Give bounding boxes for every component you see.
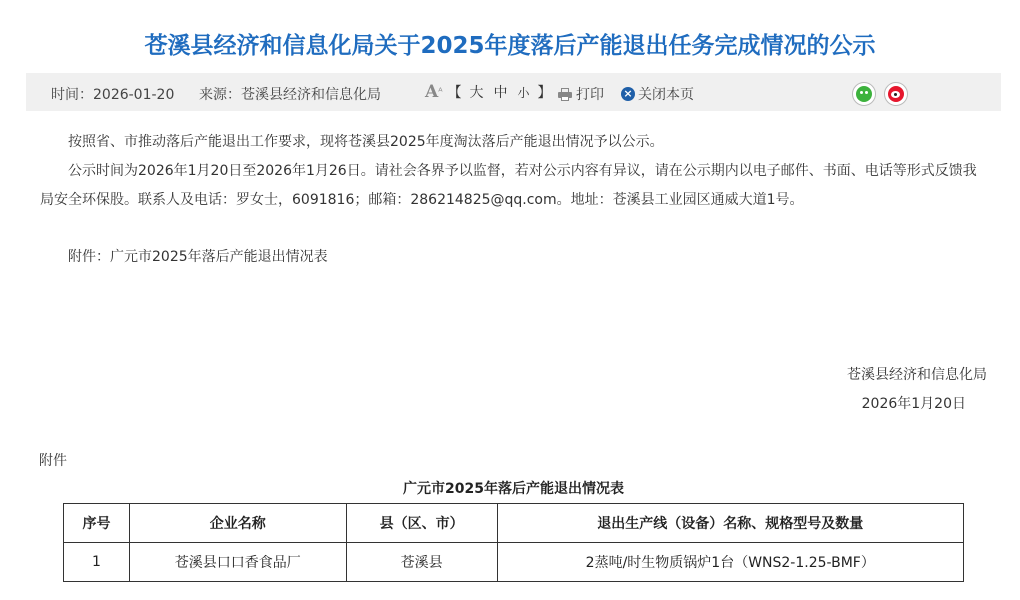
header-equipment: 退出生产线（设备）名称、规格型号及数量	[497, 504, 964, 543]
font-size-medium-button[interactable]: 中	[493, 85, 508, 101]
close-icon: ×	[621, 87, 635, 101]
article-meta-bar	[26, 73, 1001, 111]
table-row	[64, 543, 964, 582]
font-size-icon-small: ᴬ	[438, 86, 443, 98]
page-title: 苍溪县经济和信息化局关于2025年度落后产能退出任务完成情况的公示	[144, 33, 876, 59]
print-button[interactable]	[558, 84, 604, 104]
font-size-close-bracket: 】	[537, 85, 552, 101]
body-paragraph-1: 按照省、市推动落后产能退出工作要求，现将苍溪县2025年度淘汰落后产能退出情况予以公示。	[68, 134, 664, 150]
close-page-button[interactable]	[621, 84, 694, 104]
publish-source: 来源：苍溪县经济和信息化局	[199, 87, 381, 103]
wechat-share-button[interactable]	[852, 82, 876, 106]
publish-time: 时间：2026-01-20	[51, 87, 175, 103]
exit-capacity-table	[63, 503, 964, 582]
weibo-share-button[interactable]	[884, 82, 908, 106]
font-size-small-button[interactable]: 小	[517, 85, 530, 100]
font-size-large-button[interactable]: 大	[469, 85, 484, 101]
table-title: 广元市2025年落后产能退出情况表	[403, 481, 624, 497]
header-index: 序号	[64, 504, 130, 543]
close-page-label: 关闭本页	[638, 87, 694, 103]
wechat-icon	[856, 86, 872, 102]
printer-icon	[558, 88, 572, 101]
cell-equipment: 2蒸吨/时生物质锅炉1台（WNS2-1.25-BMF）	[497, 543, 964, 582]
table-header-row	[64, 504, 964, 543]
body-paragraph-2: 公示时间为2026年1月20日至2026年1月26日。请社会各界予以监督，若对公示内容有异议，请在公示期内以电子邮件、书面、电话等形式反馈我局安全环保股。联系人及电话：罗女士，6091816；邮箱：286214825@qq.com。地址：苍溪县工业园区通威大道1号。	[40, 163, 977, 208]
font-size-control	[425, 82, 555, 102]
header-county: 县（区、市）	[346, 504, 497, 543]
font-size-open-bracket: 【	[447, 85, 462, 101]
print-label: 打印	[576, 87, 604, 103]
attachment-label: 附件	[39, 453, 67, 469]
header-company: 企业名称	[129, 504, 346, 543]
cell-index: 1	[64, 543, 130, 582]
signature-date: 2026年1月20日	[861, 396, 966, 412]
signature-org: 苍溪县经济和信息化局	[847, 367, 987, 383]
attachment-note: 附件：广元市2025年落后产能退出情况表	[68, 249, 328, 265]
weibo-icon	[888, 86, 904, 102]
cell-company: 苍溪县口口香食品厂	[129, 543, 346, 582]
font-size-icon: A	[425, 82, 439, 102]
cell-county: 苍溪县	[346, 543, 497, 582]
